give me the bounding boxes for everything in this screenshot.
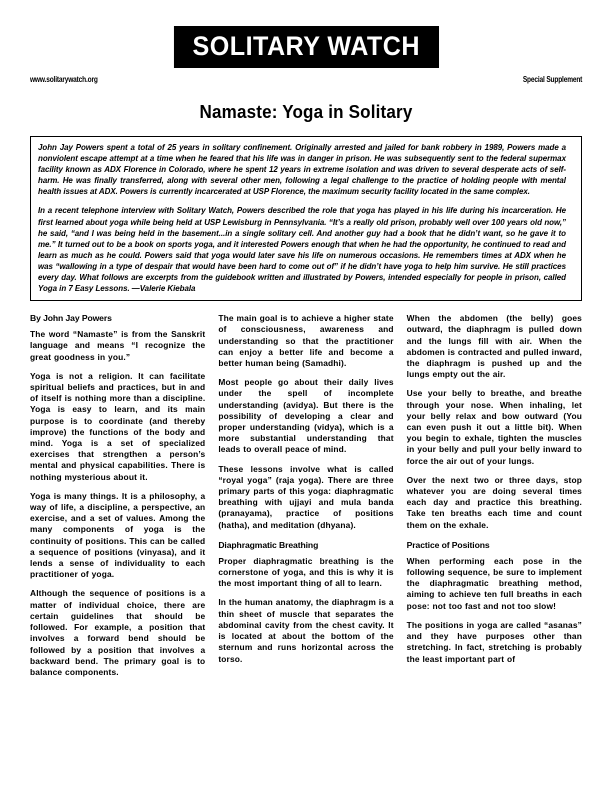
body-paragraph: The main goal is to achieve a higher state of consciousness, awareness and understanding so that the practitioner can enjoy a better life and become a better human being (Samadhi).: [218, 313, 394, 369]
masthead: [30, 0, 582, 68]
column-2: [218, 313, 393, 678]
supplement-label: Special Supplement: [522, 75, 582, 84]
body-paragraph: Yoga is many things. It is a philosophy, a way of life, a discipline, a perspective, an exercise, and a set of values. Among the many components of yoga is the continuity of positions. This can be called a sequence of positions (vinyasa), and it lends a sense of individuality to each practitioner of yoga.: [30, 490, 206, 580]
body-paragraph: Although the sequence of positions is a matter of individual choice, there are certain guidelines that should be followed. For example, a position that involves a forward bend should be followed by a position that involves a backward bend. The primary goal is to balance components.: [30, 588, 206, 677]
column-byline: By John Jay Powers: [30, 313, 112, 324]
intro-paragraph-2: In a recent telephone interview with Solitary Watch, Powers described the role that yoga has played in his life during his incarceration. He first learned about yoga while being held at USP Lewisburg in Pennsylvania. “It’s a really old prison, probably well over 100 years old now,” he said, “and I was being held in the basement...in a single solitary cell. And another guy had a book that he didn’t want, so he gave it to me.” It turned out to be a book on sports yoga, and it interested Powers enough that when he had the opportunity, he continued to read and learn as much as he could. Powers said that yoga would later save his life on numerous occasions. He remembers times at ADX when he was “wallowing in a type of despair that would have been hard to come out of” if he didn’t have yoga to help him survive. He still practices every day. What follows are excerpts from the guidebook written and illustrated by Powers, intended especially for people in prison, called Yoga in 7 Easy Lessons. —Valerie Kiebala: [38, 206, 566, 294]
body-paragraph: Yoga is not a religion. It can facilitate spiritual beliefs and practices, but in and of itself is nothing more than a discipline. Yoga is easy to learn, and its main purpose is to coordinate (and thereby improve) the functions of the body and mind. Yoga is a set of specialized exercises that strengthen a person’s mental and physical capabilities. There is nothing mysterious about it.: [30, 370, 206, 482]
article-columns: [30, 313, 582, 678]
website-url[interactable]: www.solitarywatch.org: [30, 75, 98, 84]
body-paragraph: When the abdomen (the belly) goes outward, the diaphragm is pulled down and the lungs fill with air. When the abdomen is contracted and pulled inward, the diaphragm is pushed up and the lungs empty out the air.: [406, 313, 582, 380]
body-paragraph: When performing each pose in the following sequence, be sure to implement the diaphragmatic breathing method, aiming to achieve ten full breaths in each pose: not too fast and not too slow!: [406, 555, 582, 611]
section-heading: Practice of Positions: [406, 539, 490, 550]
body-paragraph: These lessons involve what is called “royal yoga” (raja yoga). There are three primary parts of this yoga: diaphragmatic breathing with ujjayi and mula banda (pranayama), practice of positions (hatha), and meditation (dhyana).: [218, 463, 394, 530]
body-paragraph: In the human anatomy, the diaphragm is a thin sheet of muscle that separates the abdominal cavity from the chest cavity. It is located at about the bottom of the sternum and runs horizontal across the torso.: [218, 597, 394, 664]
body-paragraph: Over the next two or three days, stop whatever you are doing several times each day and practice this breathing. Take ten breaths each time and count them on the exhale.: [406, 474, 582, 530]
body-paragraph: The positions in yoga are called “asanas” and they have purposes other than stretching. In fact, stretching is probably the least important part of: [406, 619, 582, 664]
intro-box: [30, 136, 582, 301]
page-title: Namaste: Yoga in Solitary: [199, 101, 413, 122]
intro-paragraph-1: John Jay Powers spent a total of 25 years in solitary confinement. Originally arrested and jailed for bank robbery in 1989, Powers made a nonviolent escape attempt at a time when he feared that his life was in danger in prison. He was subsequently sent to the federal supermax facility known as ADX Florence in Colorado, where he spent 12 years in extreme isolation and was driven to several desperate acts of self-harm. He was finally transferred, along with several other men, following a legal challenge to the practice of holding people with mental health issues at ADX. Powers is currently incarcerated at USP Florence, the maximum security facility located in the same complex.: [38, 143, 566, 197]
masthead-subrow: [30, 75, 582, 84]
masthead-title: SOLITARY WATCH: [174, 26, 439, 68]
section-heading: Diaphragmatic Breathing: [218, 539, 319, 550]
body-paragraph: Use your belly to breathe, and breathe through your nose. When inhaling, let your belly relax and bow outward (You can even push it out a little bit). When you begin to exhale, tighten the muscles in your belly and pull your belly inward to force the air out of your lungs.: [406, 388, 582, 466]
body-paragraph: Proper diaphragmatic breathing is the cornerstone of yoga, and this is why it is the most important thing of all to learn.: [218, 555, 394, 589]
column-3: [407, 313, 582, 678]
body-paragraph: Most people go about their daily lives under the spell of incomplete understanding (avidya). But there is the possibility of developing a clear and proper understanding (vidya), which is a more substantial understanding that leads to overall peace of mind.: [218, 377, 394, 455]
column-1: [30, 313, 205, 678]
body-paragraph: The word “Namaste” is from the Sanskrit language and means “I recognize the great goodness in you.”: [30, 329, 206, 362]
